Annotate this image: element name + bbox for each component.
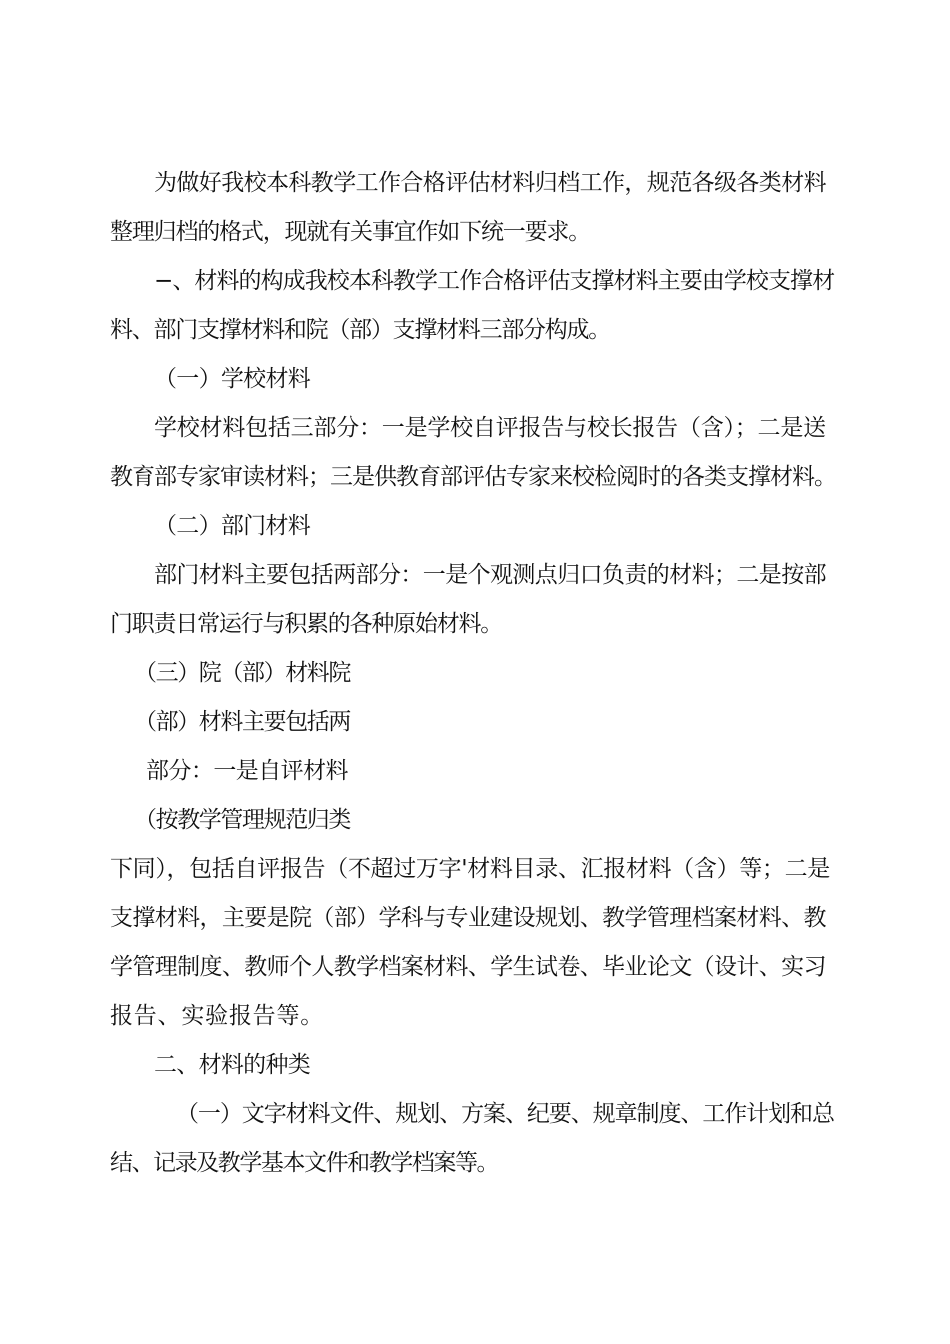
subsection-school-heading: （一）学校材料 (154, 366, 311, 392)
text-materials-line-1: （一）文字材料文件、规划、方案、纪要、规章制度、工作计划和总 (176, 1101, 834, 1127)
subsection-department-heading: （二）部门材料 (154, 513, 311, 539)
department-materials-line-1: 部门材料主要包括两部分：一是个观测点归口负责的材料；二是按部 (154, 562, 827, 588)
text-materials-line-2: 结、记录及教学基本文件和教学档案等。 (110, 1150, 499, 1176)
paragraph-intro-line-1: 为做好我校本科教学工作合格评估材料归档工作，规范各级各类材料 (154, 170, 827, 196)
college-materials-line-6: 学管理制度、教师个人教学档案材料、学生试卷、毕业论文（设计、实习 (110, 954, 826, 980)
section-1-heading-line-2: 料、部门支撑材料和院（部）支撑材料三部分构成。 (110, 317, 611, 343)
college-materials-line-2: 部分：一是自评材料 (146, 758, 348, 784)
school-materials-line-2: 教育部专家审读材料；三是供教育部评估专家来校检阅时的各类支撑材料。 (110, 464, 836, 490)
college-materials-line-7: 报告、实验报告等。 (110, 1003, 325, 1029)
college-materials-line-5: 支撑材料，主要是院（部）学科与专业建设规划、教学管理档案材料、教 (110, 905, 826, 931)
subsection-college-heading: （三）院（部）材料院 (134, 660, 351, 686)
college-materials-line-1: （部）材料主要包括两 (134, 709, 351, 735)
college-materials-line-4: 下同），包括自评报告（不超过万字'材料目录、汇报材料（含）等；二是 (110, 856, 830, 882)
section-1-heading-line-1: −、材料的构成我校本科教学工作合格评估支撑材料主要由学校支撑材 (154, 268, 835, 294)
paragraph-intro-line-2: 整理归档的格式，现就有关事宜作如下统一要求。 (110, 219, 591, 245)
section-2-heading: 二、材料的种类 (154, 1052, 311, 1078)
college-materials-line-3: （按教学管理规范归类 (134, 807, 351, 833)
department-materials-line-2: 门职责日常运行与积累的各种原始材料。 (110, 611, 503, 637)
school-materials-line-1: 学校材料包括三部分：一是学校自评报告与校长报告（含）；二是送 (154, 415, 826, 441)
